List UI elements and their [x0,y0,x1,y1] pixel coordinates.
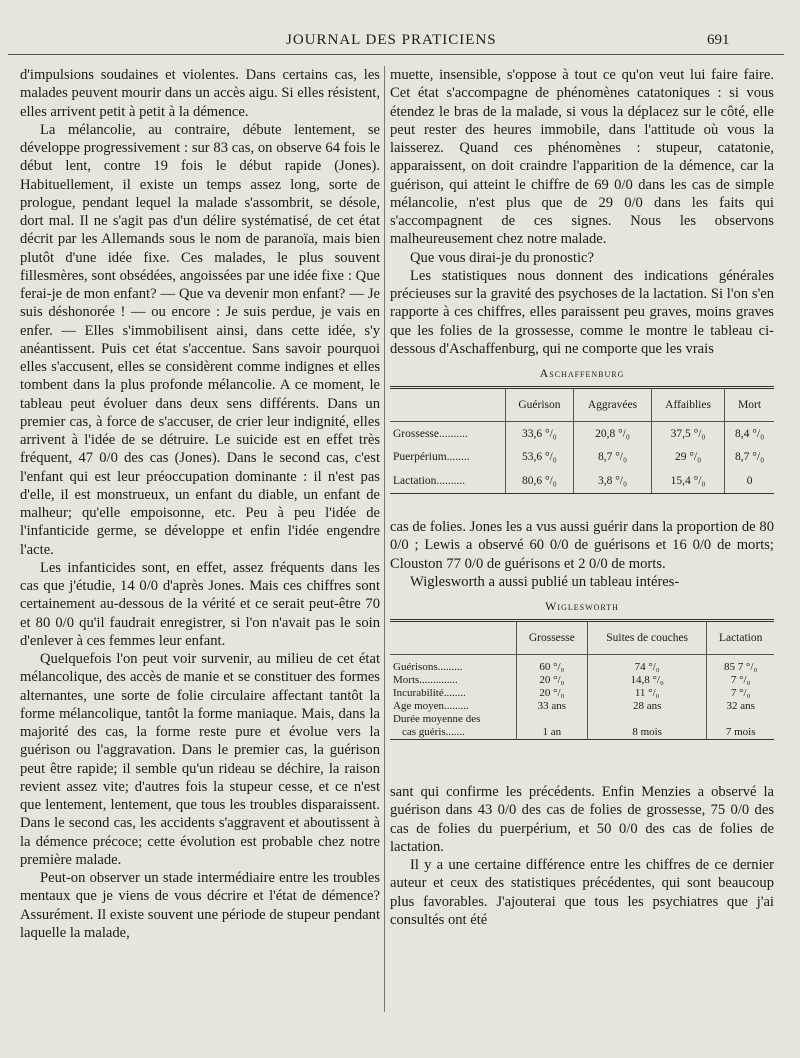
data-table [390,386,774,494]
table-cell: 8,7 °/₀ [725,446,774,470]
paragraph: Wiglesworth a aussi publié un tableau intéres- [410,573,680,590]
journal-title: JOURNAL DES PRATICIENS [286,32,497,48]
paragraph: sant qui confirme les précédents. Enfin Menzies a observé la guérison dans 43 0/0 des cas de folies de grossesse, 75 0/0 des cas de folies du puerpérium, et 50 0/0 des cas de folies de lactation. [390,784,774,855]
paragraph: Les infanticides sont, en effet, assez fréquents dans les cas que j'étudie, 14 0/0 d'après Jones. Mais ces chiffres sont certainement au-dessous de la vérité et ce serait peut-être 70 et 80 0/0 qu'il faudrait enregistrer, si l'on n'avait pas le soin d'enlever à ces femmes leur enfant. [20,559,380,649]
table-cell: 0 [725,470,774,494]
table-row [390,674,774,687]
table-cell: 8 mois [587,726,706,740]
table-cell: 60 °/₀ [516,661,587,674]
table-cell: 11 °/₀ [587,687,706,700]
row-label: Grossesse.......... [393,427,468,440]
column-header: Mort [725,388,774,422]
table-row [390,713,774,726]
column-divider [384,66,385,1012]
right-column [390,66,774,929]
table-cell [587,713,706,726]
column-header [390,621,516,655]
left-column [20,66,380,942]
row-label: Guérisons......... [393,660,463,673]
table-cell: 20 °/₀ [516,687,587,700]
row-label: Lactation.......... [390,470,505,494]
table-row [390,726,774,740]
table-cell: 3,8 °/₀ [574,470,652,494]
column-header [390,388,505,422]
paragraph: cas de folies. Jones les a vus aussi guérir dans la proportion de 80 0/0 ; Lewis a observé 60 0/0 de guérisons et 16 0/0 de morts; Clouston 77 0/0 de guérisons et 2 0/0 de morts. [390,519,774,572]
column-header: Grossesse [516,621,587,655]
row-label: Morts.............. [393,673,458,686]
table-row [390,700,774,713]
paragraph: Que vous dirai-je du pronostic? [410,249,594,266]
table-row [390,661,774,674]
table-row [390,446,774,470]
row-label: Puerpérium........ [393,451,470,464]
paragraph: Les statistiques nous donnent des indications générales précieuses sur la gravité des psychoses de la lactation. Si l'on s'en rapporte à ces chiffres, elles paraissent peu graves, moins graves que les folies de la grossesse, comme le montre le tableau ci-dessous d'Aschaffenburg, qui ne comporte que les vrais [390,267,774,357]
table-cell: 8,7 °/₀ [574,446,652,470]
row-label: Incurabilité........ [393,686,466,699]
table-cell: 80,6 °/₀ [505,470,573,494]
table-cell [707,713,774,726]
table-cell: 1 an [516,726,587,740]
table-cell: 28 ans [587,700,706,713]
column-header: Lactation [707,621,774,655]
column-header: Affaiblies [651,388,724,422]
paragraph: Quelquefois l'on peut voir survenir, au milieu de cet état mélancolique, des accès de manie et se constituer des formes alternantes, une sorte de folie circulaire affectant tantôt la forme mélancolique, tantôt la forme maniaque. Mais, dans la majorité des cas, la forme reste pure et évolue vers la guérison ou l'aggravation. Dans le premier cas, la guérison peut être rapide; il semble qu'un rideau se déchire, la raison revient assez vite; d'autres fois la stupeur cesse, et ce n'est que lentement, lentement, que tous les troubles disparaissent. Dans le second cas, les accidents s'aggravent et aboutissent à la démence précoce; cette évolution est probable chez notre première malade. [20,651,380,868]
table-cell: 14,8 °/₀ [587,674,706,687]
table-cell: 29 °/₀ [651,446,724,470]
table-cell: 85 7 °/₀ [707,661,774,674]
paragraph: d'impulsions soudaines et violentes. Dans certains cas, les malades peuvent mourir dans un accès aigu. Si elles résistent, elles arrivent petit à petit à la démence. [20,67,380,120]
paragraph: Peut-on observer un stade intermédiaire entre les troubles mentaux que je viens de vous décrire et l'état de démence? Assurément. Il existe souvent une période de stupeur pendant laquelle la malade, [20,870,380,941]
page-header [0,24,800,58]
page-number: 691 [707,32,730,48]
table-cell: 20,8 °/₀ [574,422,652,446]
row-label: Durée moyenne des [393,712,481,725]
table-header-row [390,621,774,655]
table-aschaffenburg [390,364,774,510]
table-row [390,687,774,700]
table-cell: 7 °/₀ [707,687,774,700]
table-header-row [390,388,774,422]
paragraph: Il y a une certaine différence entre les chiffres de ce dernier auteur et ceux des statistiques précédentes, qui sont beaucoup plus favorables. J'ajouterai que tous les psychiatres que j'ai consultés ont été [390,857,774,928]
table-title: Wiglesworth [545,599,619,613]
table-wiglesworth [390,597,774,775]
table-cell: 7 °/₀ [707,674,774,687]
column-header: Guérison [505,388,573,422]
table-cell: 74 °/₀ [587,661,706,674]
paragraph: muette, insensible, s'oppose à tout ce qu'on veut lui faire faire. Cet état s'accompagne de phénomènes catatoniques : si vous étendez le bras de la malade, si vous la déplacez sur le côté, elle peut rester des heures immobile, dans l'attitude où vous la laisserez. Quand ces phénomènes : stupeur, catatonie, apparaissent, on doit craindre l'apparition de la démence, car la guérison, qui atteint le chiffre de 69 0/0 dans les cas de simple mélancolie, n'est plus que de 29 0/0 dans les faits qui s'accompagnent de ces signes. Nous les observons malheureusement chez notre malade. [390,67,774,248]
table-cell: 53,6 °/₀ [505,446,573,470]
table-cell: 37,5 °/₀ [651,422,724,446]
table-cell: 33 ans [516,700,587,713]
column-header: Aggravées [574,388,652,422]
table-row [390,422,774,446]
table-cell: 20 °/₀ [516,674,587,687]
table-row [390,470,774,494]
data-table [390,619,774,740]
column-header: Suites de couches [587,621,706,655]
table-cell [516,713,587,726]
table-cell: 33,6 °/₀ [505,422,573,446]
header-rule [8,54,784,55]
table-cell: 7 mois [707,726,774,740]
row-label: Age moyen......... [393,699,469,712]
table-cell: 15,4 °/₀ [651,470,724,494]
paragraph: La mélancolie, au contraire, débute lentement, se développe progressivement : sur 83 cas, on observe 64 fois le début lent, contre 19 fois le début rapide (Jones). Habituellement, il existe un temps assez long, sorte de prologue, pendant lequel la malade s'assombrit, se désole, dort mal. Il ne s'agit pas d'un délire systématisé, de cet état décrit par les Allemands sous le nom de paranoïa, mais bien plutôt d'une idée fixe. Ces malades, le plus souvent fillesmères, sont obsédées, angoissées par une idée fixe : Que ferai-je de mon enfant? — Que va devenir mon enfant? — Je suis déshonorée ! — ou encore : Je suis perdue, je vais en enfer. — Elles s'immobilisent ainsi, dans cette idée, s'y anéantissent. Puis cet état s'accentue. Sans savoir pourquoi elles s'accusent, elles se considèrent comme indignes et elles tombent dans la plus profonde mélancolie. A ce moment, le tableau peut évoluer dans deux sens différents. Dans un premier cas, à force de s'accuser, de crier leur indignité, elles arrivent à l'idée de se détruire. Le suicide est en effet très fréquent, 47 0/0 des cas (Jones). Dans le second cas, c'est l'enfant qui est leur préoccupation dominante : il n'est pas d'elle, il est monstrueux, un enfant du diable, un enfant de malheur; qu'elle empoisonne, etc. Peu à peu l'idée de l'infanticide germe, se développe et enfin l'idée engendre l'acte. [20,121,380,558]
table-title: Aschaffenburg [539,366,625,380]
row-label: cas guéris....... [390,726,516,740]
table-cell: 8,4 °/₀ [725,422,774,446]
table-cell: 32 ans [707,700,774,713]
